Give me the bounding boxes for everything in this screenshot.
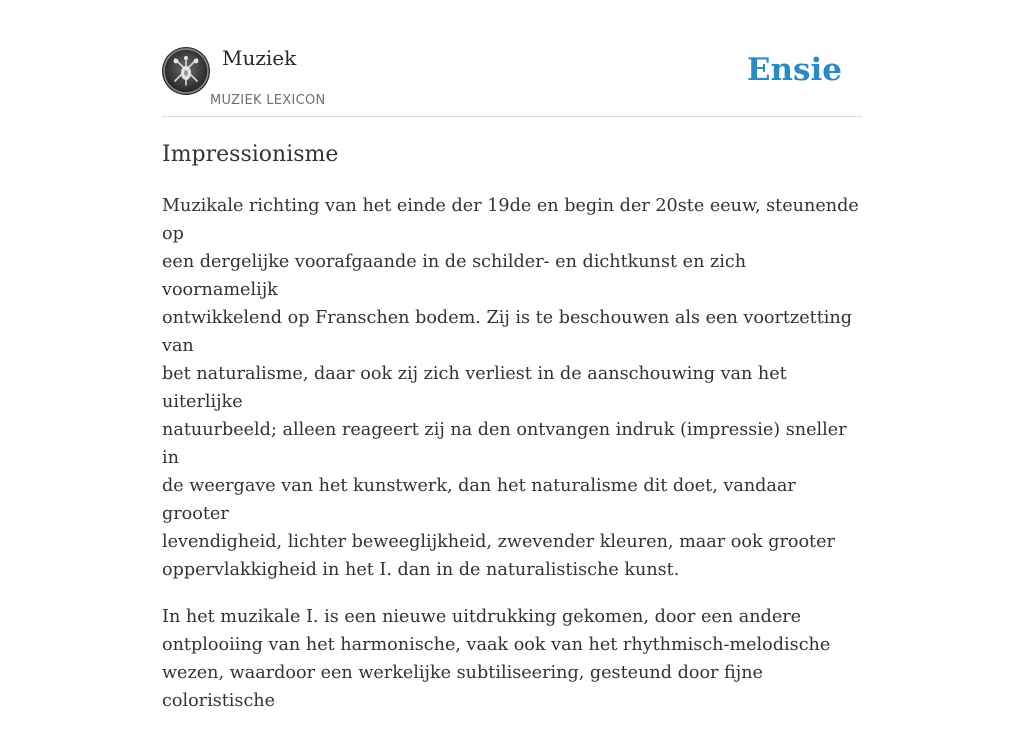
text-line: oppervlakkigheid in het I. dan in de naturalistische kunst.: [162, 560, 680, 580]
text-line: natuurbeeld; alleen reageert zij na den ontvangen indruk (impressie) sneller in: [162, 420, 847, 468]
site-header: [162, 0, 862, 117]
article-body: [162, 192, 867, 734]
text-line: een dergelijke voorafgaande in de schilder- en dichtkunst en zich voornamelijk: [162, 252, 747, 300]
article-title: Impressionisme: [162, 142, 339, 167]
text-line: levendigheid, lichter beweeglijkheid, zwevender kleuren, maar ook grooter: [162, 532, 835, 552]
site-subtitle[interactable]: MUZIEK LEXICON: [210, 93, 326, 108]
site-name[interactable]: Muziek: [222, 46, 297, 70]
brand-logo[interactable]: Ensie: [746, 52, 842, 88]
text-line: ontplooiing van het harmonische, vaak ook van het rhythmisch-melodische: [162, 635, 831, 655]
text-line: de weergave van het kunstwerk, dan het naturalisme dit doet, vandaar grooter: [162, 476, 796, 524]
text-line: In het muzikale I. is een nieuwe uitdrukking gekomen, door een andere: [162, 607, 802, 627]
paragraph-1: [162, 192, 867, 584]
text-line: bet naturalisme, daar ook zij zich verliest in de aanschouwing van het uiterlijke: [162, 364, 787, 412]
paragraph-2: [162, 603, 867, 715]
instrument-emblem-icon: [162, 47, 210, 95]
text-line: wezen, waardoor een werkelijke subtiliseering, gesteund door fijne coloristische: [162, 663, 763, 711]
text-line: ontwikkelend op Franschen bodem. Zij is te beschouwen als een voortzetting van: [162, 308, 853, 356]
text-line: Muzikale richting van het einde der 19de en begin der 20ste eeuw, steunende op: [162, 196, 859, 244]
avatar[interactable]: [162, 47, 210, 95]
